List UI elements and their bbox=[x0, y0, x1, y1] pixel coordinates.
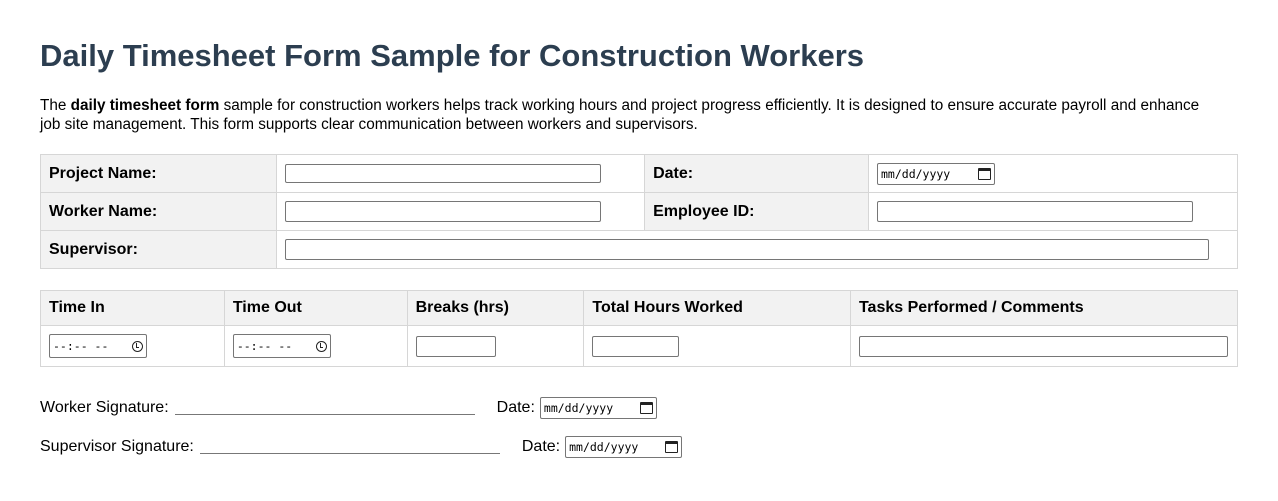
hours-header-row bbox=[41, 291, 1238, 326]
total-hours-input[interactable] bbox=[592, 336, 679, 357]
supervisor-input[interactable] bbox=[285, 239, 1209, 260]
worker-date-input[interactable] bbox=[540, 397, 657, 419]
worker-signature-row bbox=[40, 397, 657, 419]
date-label: Date: bbox=[645, 155, 869, 193]
date-input[interactable] bbox=[877, 163, 995, 185]
clock-icon[interactable] bbox=[132, 341, 143, 352]
calendar-icon[interactable] bbox=[640, 402, 653, 414]
worker-signature-label: Worker Signature: bbox=[40, 399, 169, 416]
hours-table bbox=[40, 290, 1238, 367]
time-out-header: Time Out bbox=[224, 291, 407, 326]
total-hours-header: Total Hours Worked bbox=[584, 291, 851, 326]
tasks-input[interactable] bbox=[859, 336, 1228, 357]
supervisor-date-input[interactable] bbox=[565, 436, 682, 458]
tasks-cell bbox=[850, 326, 1237, 367]
time-in-placeholder: --:-- -- bbox=[53, 339, 109, 353]
clock-icon[interactable] bbox=[316, 341, 327, 352]
time-in-input[interactable] bbox=[49, 334, 147, 358]
intro-prefix: The bbox=[40, 97, 71, 114]
calendar-icon[interactable] bbox=[665, 441, 678, 453]
time-out-input[interactable] bbox=[233, 334, 331, 358]
worker-signature-line[interactable] bbox=[175, 413, 475, 415]
breaks-header: Breaks (hrs) bbox=[407, 291, 584, 326]
date-placeholder: mm/dd/yyyy bbox=[881, 166, 951, 181]
date-cell bbox=[869, 155, 1238, 193]
employee-id-label: Employee ID: bbox=[645, 193, 869, 231]
time-in-header: Time In bbox=[41, 291, 225, 326]
project-name-input[interactable] bbox=[285, 164, 601, 183]
supervisor-date-placeholder: mm/dd/yyyy bbox=[569, 440, 639, 454]
supervisor-signature-row bbox=[40, 436, 682, 458]
total-hours-cell bbox=[584, 326, 851, 367]
calendar-icon[interactable] bbox=[978, 168, 991, 180]
project-name-label: Project Name: bbox=[41, 155, 277, 193]
intro-suffix: sample for construction workers helps track working hours and project progress efficiently. It is designed to ensure accurate payroll and enhance job site management. This form supports clear communication between workers and supervisors. bbox=[40, 97, 1200, 133]
employee-id-cell bbox=[869, 193, 1238, 231]
worker-name-input[interactable] bbox=[285, 201, 601, 222]
breaks-cell bbox=[407, 326, 584, 367]
breaks-input[interactable] bbox=[416, 336, 496, 357]
intro-paragraph bbox=[40, 97, 1210, 134]
worker-name-label: Worker Name: bbox=[41, 193, 277, 231]
project-name-cell bbox=[277, 155, 645, 193]
tasks-header: Tasks Performed / Comments bbox=[850, 291, 1237, 326]
worker-date-placeholder: mm/dd/yyyy bbox=[543, 401, 614, 415]
worker-name-cell bbox=[277, 193, 645, 231]
employee-id-input[interactable] bbox=[877, 201, 1193, 222]
time-out-placeholder: --:-- -- bbox=[236, 339, 293, 353]
info-table bbox=[40, 154, 1238, 269]
worker-date-label: Date: bbox=[496, 399, 535, 416]
time-out-cell bbox=[224, 326, 407, 367]
page-title: Daily Timesheet Form Sample for Construction Workers bbox=[40, 38, 864, 73]
supervisor-signature-label: Supervisor Signature: bbox=[40, 438, 194, 455]
table-row bbox=[41, 326, 1238, 367]
intro-bold: daily timesheet form bbox=[70, 97, 220, 114]
supervisor-cell bbox=[277, 231, 1238, 269]
supervisor-date-label: Date: bbox=[521, 438, 561, 455]
time-in-cell bbox=[41, 326, 225, 367]
supervisor-signature-line[interactable] bbox=[200, 452, 500, 454]
supervisor-label: Supervisor: bbox=[41, 231, 277, 269]
